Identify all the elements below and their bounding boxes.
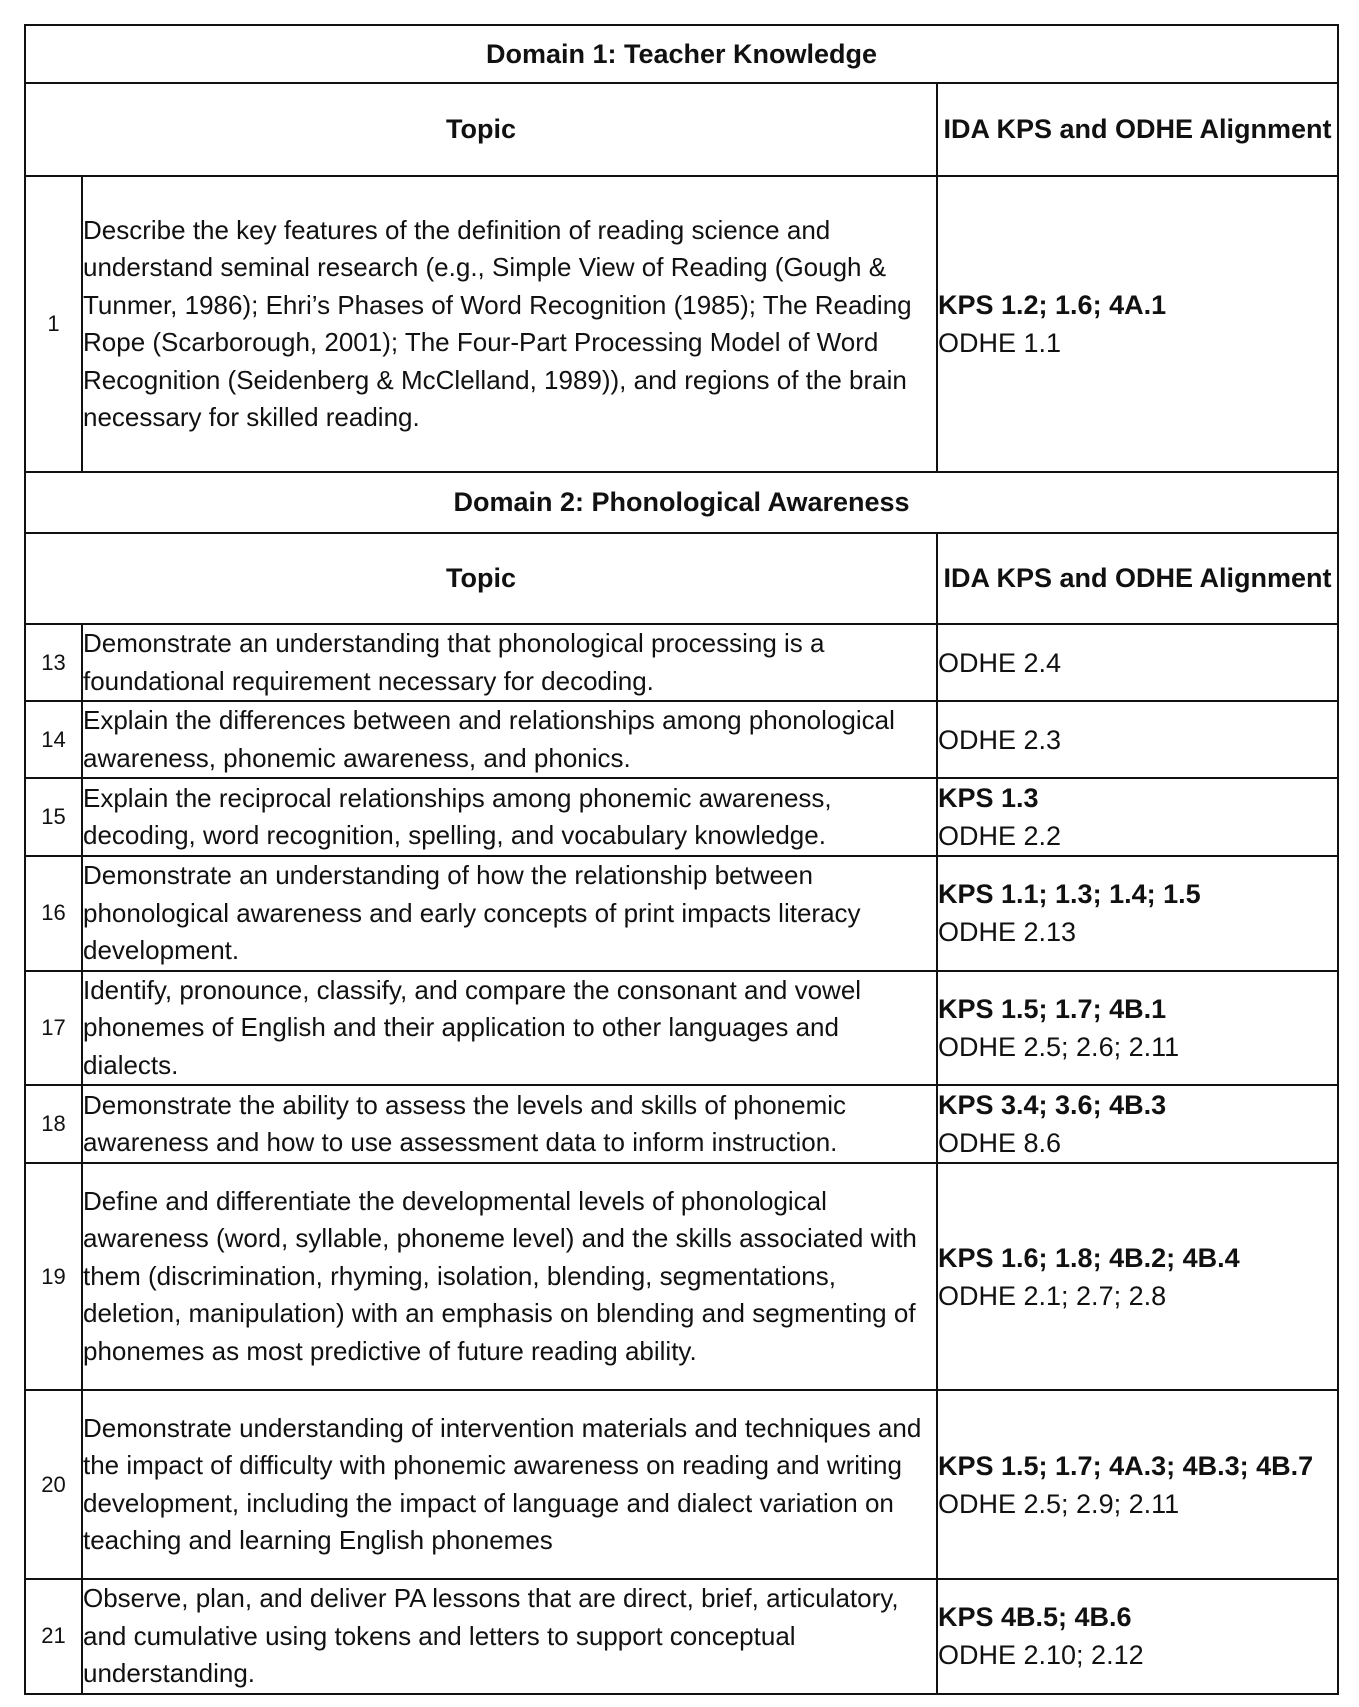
odhe-codes: ODHE 2.4 [938, 647, 1062, 678]
topic-text: Identify, pronounce, classify, and compare the consonant and vowel phonemes of English and their application to other languages and dialects. [82, 971, 937, 1086]
topic-text: Demonstrate an understanding that phonological processing is a foundational requirement necessary for decoding. [82, 624, 937, 701]
topic-text: Demonstrate understanding of intervention materials and techniques and the impact of difficulty with phonemic awareness on reading and writing development, including the impact of language and dialect variation on teaching and learning English phonemes [82, 1390, 937, 1579]
alignment-table [24, 24, 1339, 1695]
topic-text: Define and differentiate the developmental levels of phonological awareness (word, syllable, phoneme level) and the skills associated with them (discrimination, rhyming, isolation, blending, segmentations, deletion, manipulation) with an emphasis on blending and segmenting of phonemes as most predictive of future reading ability. [82, 1163, 937, 1390]
alignment-cell [937, 971, 1338, 1086]
kps-codes: KPS 1.6; 1.8; 4B.2; 4B.4 [938, 1242, 1240, 1273]
kps-codes: KPS 1.1; 1.3; 1.4; 1.5 [938, 879, 1201, 910]
topic-text: Observe, plan, and deliver PA lessons that are direct, brief, articulatory, and cumulative using tokens and letters to support conceptual understanding. [82, 1579, 937, 1694]
topic-number: 1 [25, 176, 82, 472]
domain-1-title: Domain 1: Teacher Knowledge [25, 25, 1338, 83]
odhe-codes: ODHE 2.1; 2.7; 2.8 [938, 1280, 1167, 1311]
alignment-cell [937, 1390, 1338, 1579]
alignment-cell [937, 1085, 1338, 1163]
topic-number: 14 [25, 701, 82, 778]
kps-codes: KPS 1.2; 1.6; 4A.1 [938, 290, 1167, 320]
table-row [25, 856, 1338, 971]
alignment-cell [937, 701, 1338, 778]
odhe-codes: ODHE 2.2 [938, 821, 1062, 851]
table-row [25, 624, 1338, 701]
topic-number: 21 [25, 1579, 82, 1694]
topic-text: Demonstrate the ability to assess the levels and skills of phonemic awareness and how to use assessment data to inform instruction. [82, 1085, 937, 1163]
table-row [25, 1390, 1338, 1579]
table-row [25, 1085, 1338, 1163]
table-row [25, 971, 1338, 1086]
table-row [25, 1579, 1338, 1694]
topic-number: 17 [25, 971, 82, 1086]
topic-number: 13 [25, 624, 82, 701]
topic-number: 19 [25, 1163, 82, 1390]
table-row [25, 176, 1338, 472]
alignment-cell [937, 624, 1338, 701]
alignment-cell [937, 778, 1338, 856]
alignment-cell [937, 1579, 1338, 1694]
odhe-codes: ODHE 8.6 [938, 1128, 1062, 1158]
domain-2-header-row [25, 533, 1338, 624]
domain-2-title: Domain 2: Phonological Awareness [25, 472, 1338, 533]
kps-codes: KPS 1.3 [938, 783, 1039, 813]
kps-codes: KPS 4B.5; 4B.6 [938, 1602, 1132, 1633]
domain-2-row [25, 472, 1338, 533]
kps-codes: KPS 1.5; 1.7; 4A.3; 4B.3; 4B.7 [938, 1450, 1314, 1481]
alignment-cell [937, 856, 1338, 971]
odhe-codes: ODHE 2.5; 2.9; 2.11 [938, 1488, 1180, 1519]
table-row [25, 778, 1338, 856]
table-row [25, 701, 1338, 778]
topic-header: Topic [25, 533, 937, 624]
alignment-cell [937, 176, 1338, 472]
topic-text: Demonstrate an understanding of how the relationship between phonological awareness and early concepts of print impacts literacy development. [82, 856, 937, 971]
odhe-codes: ODHE 2.3 [938, 724, 1062, 755]
domain-1-row [25, 25, 1338, 83]
kps-codes: KPS 3.4; 3.6; 4B.3 [938, 1090, 1167, 1120]
kps-codes: KPS 1.5; 1.7; 4B.1 [938, 993, 1167, 1024]
alignment-header: IDA KPS and ODHE Alignment [937, 533, 1338, 624]
topic-text: Explain the reciprocal relationships among phonemic awareness, decoding, word recognition, spelling, and vocabulary knowledge. [82, 778, 937, 856]
topic-text: Describe the key features of the definition of reading science and understand seminal research (e.g., Simple View of Reading (Gough & Tunmer, 1986); Ehri’s Phases of Word Recognition (1985); The Reading Rope (Scarborough, 2001); The Four-Part Processing Model of Word Recognition (Seidenberg & McClelland, 1989)), and regions of the brain necessary for skilled reading. [82, 176, 937, 472]
table-row [25, 1163, 1338, 1390]
odhe-codes: ODHE 2.13 [938, 917, 1077, 948]
topic-number: 15 [25, 778, 82, 856]
alignment-header: IDA KPS and ODHE Alignment [937, 83, 1338, 176]
topic-number: 16 [25, 856, 82, 971]
topic-number: 18 [25, 1085, 82, 1163]
topic-header: Topic [25, 83, 937, 176]
topic-text: Explain the differences between and relationships among phonological awareness, phonemic awareness, and phonics. [82, 701, 937, 778]
odhe-codes: ODHE 2.10; 2.12 [938, 1640, 1144, 1671]
topic-number: 20 [25, 1390, 82, 1579]
domain-1-header-row [25, 83, 1338, 176]
odhe-codes: ODHE 1.1 [938, 328, 1062, 358]
odhe-codes: ODHE 2.5; 2.6; 2.11 [938, 1031, 1180, 1062]
alignment-cell [937, 1163, 1338, 1390]
